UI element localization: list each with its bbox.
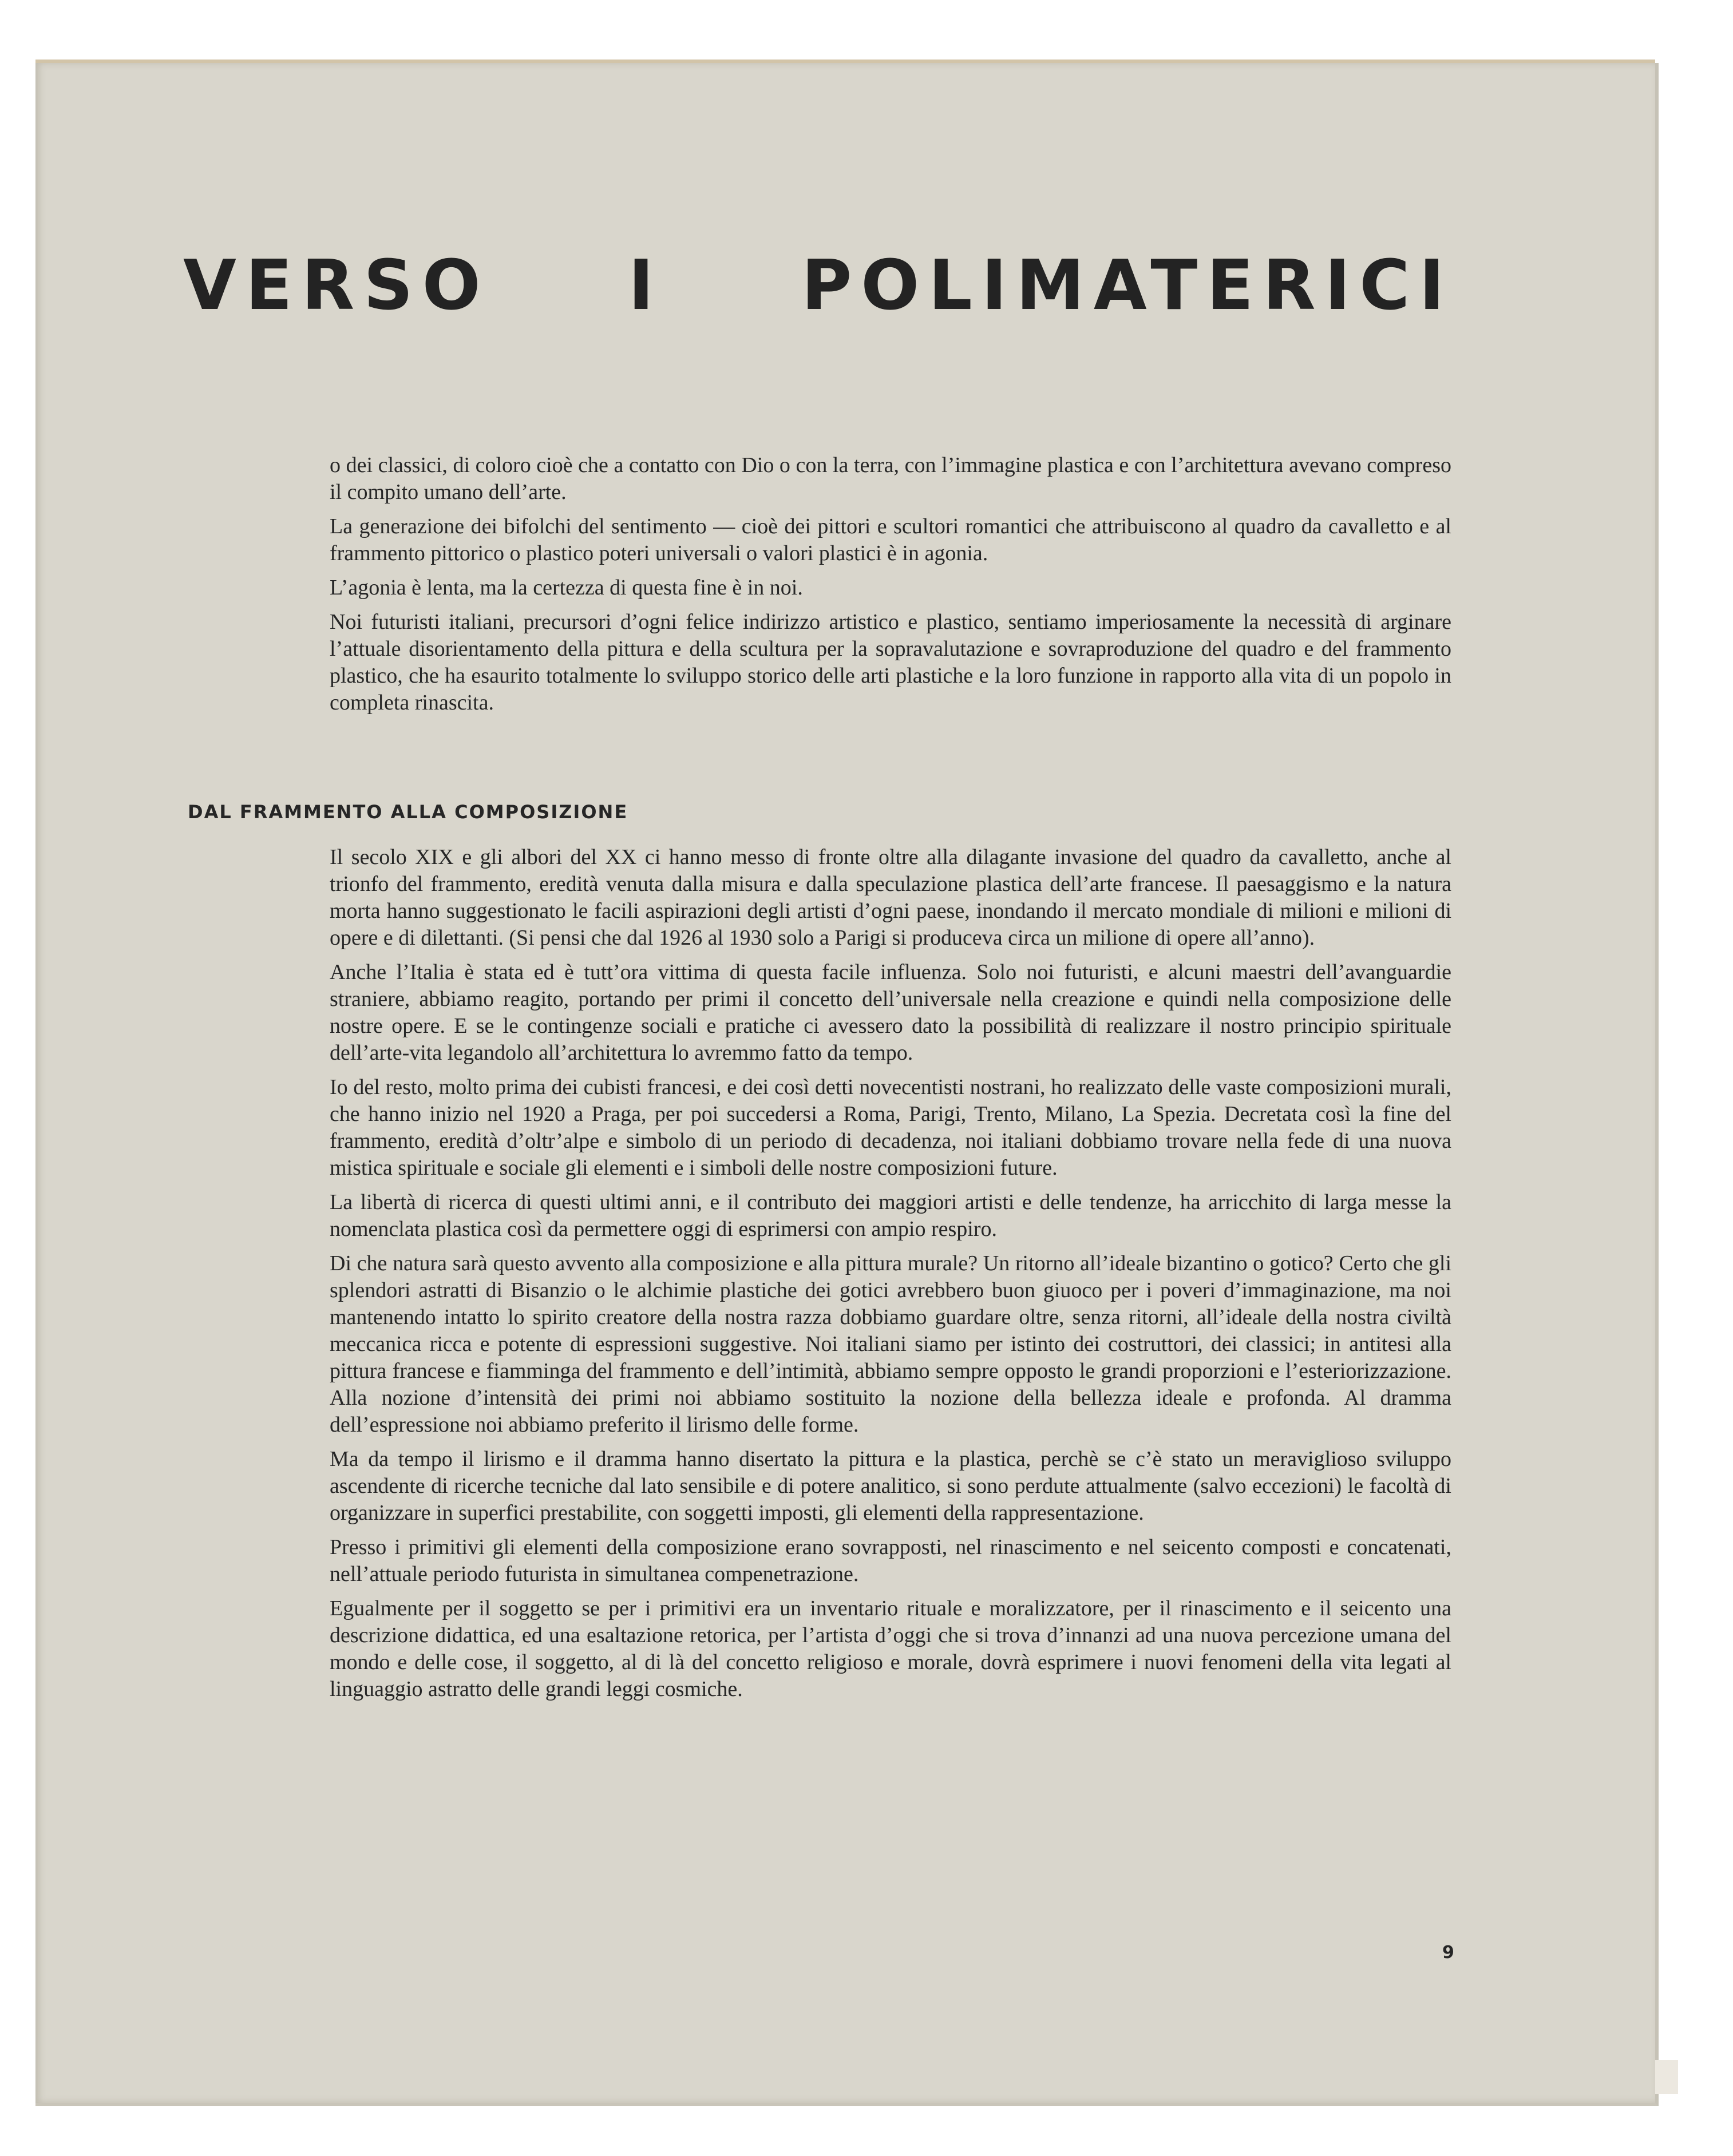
title-word-i: I (628, 246, 663, 326)
section-heading: DAL FRAMMENTO ALLA COMPOSIZIONE (188, 801, 628, 823)
intro-paragraph: L’agonia è lenta, ma la certezza di questa fine è in noi. (330, 576, 803, 600)
section-paragraph: Anche l’Italia è stata ed è tutt’ora vittima di questa facile influenza. Solo noi futuristi, e alcuni maestri dell’avanguardie straniere, abbiamo reagito, portando per primi il concetto dell’universale nella creazione e quindi nella composizione delle nostre opere. E se le contingenze sociali e pratiche ci avessero dato la possibilità di realizzare il nostro principio spirituale dell’arte-vita legandolo all’architettura lo avremmo fatto da tempo. (330, 960, 1451, 1065)
title-word-polimaterici: POLIMATERICI (801, 246, 1454, 326)
section-paragraph: Ma da tempo il lirismo e il dramma hanno disertato la pittura e la plastica, perchè se c’è stato un meraviglioso sviluppo ascendente di ricerche tecniche dal lato sensibile e di potere analitico, si sono perdute attualmente (salvo eccezioni) le facoltà di organizzare in superfici prestabilite, con soggetti imposti, gli elementi della rappresentazione. (330, 1447, 1451, 1525)
intro-paragraph: Noi futuristi italiani, precursori d’ogni felice indirizzo artistico e plastico, sentiamo imperiosamente la necessità di arginare l’attuale disorientamento della pittura e della scultura per la sopravalutazione e sovraproduzione del quadro e del frammento plastico, che ha esaurito totalmente lo sviluppo storico delle arti plastiche e la loro funzione in rapporto alla vita di un popolo in completa rinascita. (330, 610, 1451, 715)
intro-paragraph: La generazione dei bifolchi del sentimento — cioè dei pittori e scultori romantici che attribuiscono al quadro da cavalletto e al frammento pittorico o plastico poteri universali o valori plastici è in agonia. (330, 514, 1451, 565)
section-paragraph: Egualmente per il soggetto se per i primitivi era un inventario rituale e moralizzatore, per il rinascimento e il seicento una descrizione didattica, ed una esaltazione retorica, per l’artista d’oggi che si trova d’innanzi ad una nuova percezione umana del mondo e delle cose, il soggetto, al di là del concetto religioso e morale, dovrà esprimere i nuovi fenomeni della vita legati al linguaggio astratto delle grandi leggi cosmiche. (330, 1596, 1451, 1701)
intro-text-block (330, 452, 1451, 724)
intro-paragraph: o dei classici, di coloro cioè che a contatto con Dio o con la terra, con l’immagine plastica e con l’architettura avevano compreso il compito umano dell’arte. (330, 453, 1451, 504)
section-paragraph: Io del resto, molto prima dei cubisti francesi, e dei così detti novecentisti nostrani, ho realizzato delle vaste composizioni murali, che hanno inizio nel 1920 a Praga, per poi succedersi a Roma, Parigi, Trento, Milano, La Spezia. Decretata così la fine del frammento, eredità d’oltr’alpe e simbolo di un periodo di decadenza, noi italiani dobbiamo trovare nella fede di una nuova mistica spirituale e sociale gli elementi e i simboli delle nostre composizioni future. (330, 1075, 1451, 1180)
section-paragraph: La libertà di ricerca di questi ultimi anni, e il contributo dei maggiori artisti e delle tendenze, ha arricchito di larga messe la nomenclata plastica così da permettere oggi di esprimersi con ampio respiro. (330, 1190, 1451, 1241)
section-paragraph: Il secolo XIX e gli albori del XX ci hanno messo di fronte oltre alla dilagante invasione del quadro da cavalletto, anche al trionfo del frammento, eredità venuta dalla misura e dalla speculazione plastica dell’arte francese. Il paesaggismo e la natura morta hanno suggestionato le facili aspirazioni degli artisti d’ogni paese, inondando il mercato mondiale di milioni e milioni di opere e di dilettanti. (Si pensi che dal 1926 al 1930 solo a Parigi si produceva circa un milione di opere all’anno). (330, 845, 1451, 950)
article-title (183, 246, 1454, 326)
page-corner (1655, 2060, 1678, 2094)
section-paragraph: Di che natura sarà questo avvento alla composizione e alla pittura murale? Un ritorno all’ideale bizantino o gotico? Certo che gli splendori astratti di Bisanzio o le alchimie plastiche dei gotici avrebbero buon giuoco per i poveri d’immaginazione, ma noi mantenendo intatto lo spirito creatore della nostra razza dobbiamo guardare oltre, senza ritorni, all’ideale della nostra civiltà meccanica ricca e potente di espressioni suggestive. Noi italiani siamo per istinto dei costruttori, dei classici; in antitesi alla pittura francese e fiamminga del frammento e dell’intimità, abbiamo sempre opposto le grandi proporzioni e l’esteriorizzazione. Alla nozione d’intensità dei primi noi abbiamo sostituito la nozione della bellezza ideale e profonda. Al dramma dell’espressione noi abbiamo preferito il lirismo delle forme. (330, 1251, 1451, 1437)
section-paragraph: Presso i primitivi gli elementi della composizione erano sovrapposti, nel rinascimento e nel seicento composti e concatenati, nell’attuale periodo futurista in simultanea compenetrazione. (330, 1535, 1451, 1586)
section-text-block (330, 844, 1451, 1710)
page-number: 9 (1442, 1943, 1454, 1963)
title-word-verso: VERSO (183, 246, 490, 326)
